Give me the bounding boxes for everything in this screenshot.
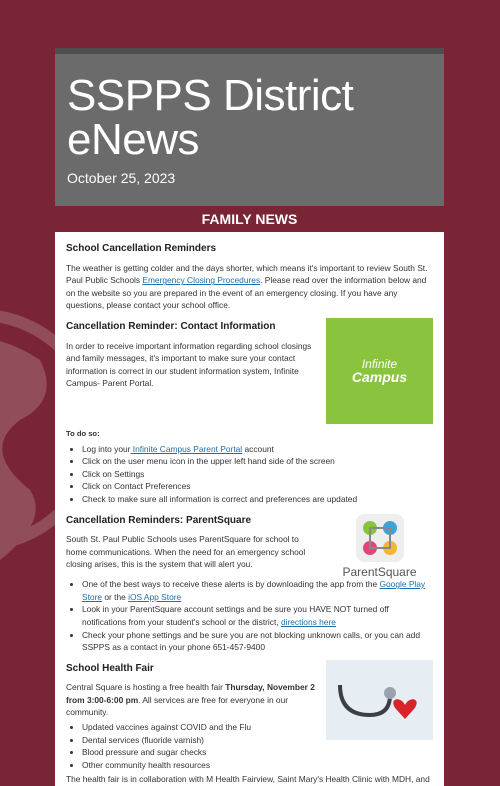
- newsletter-body: [55, 232, 444, 786]
- newsletter-title: SSPPS District eNews: [67, 71, 354, 164]
- cancellation-title: School Cancellation Reminders: [66, 243, 217, 254]
- health-date: Thursday, November 2 from 3:00-6:00 pm: [66, 682, 315, 705]
- list-item: • Click on the user menu icon in the upper left hand side of the screen: [82, 455, 433, 468]
- google-play-link[interactable]: Google Play Store: [82, 579, 426, 602]
- health-text: [66, 681, 318, 719]
- list-item: [82, 443, 433, 456]
- step1-before: Log into your: [82, 443, 131, 454]
- list-item: • Check your phone settings and be sure you are not blocking unknown calls, or you can add SSPPS as a contact in your phone 651-457-9400: [82, 629, 433, 654]
- parentsquare-text: South St. Paul Public Schools uses ParentSquare for school to home communications. When the need for an emergency school closing arises, this is the system that will alert you.: [66, 534, 306, 570]
- b1-mid: or the: [102, 591, 129, 602]
- contact-info-text: In order to receive important information regarding school closings and family messages, it's important to make sure your contact information is correct in our student information system, Infinite Campus- Parent Portal.: [66, 340, 312, 389]
- parentsquare-list: [82, 578, 433, 654]
- stethoscope-heart-image: [326, 660, 433, 740]
- section-title: FAMILY NEWS: [55, 206, 444, 232]
- list-item: • Updated vaccines against COVID and the Flu: [82, 721, 318, 734]
- contact-info-section: [66, 318, 433, 424]
- newsletter-header: [55, 54, 444, 206]
- health-section: [66, 660, 433, 772]
- parentsquare-wordmark: ParentSquare: [342, 564, 417, 579]
- health-text-1: Central Square is hosting a free health fair: [66, 682, 226, 693]
- list-item: • Dental services (fluoride varnish): [82, 734, 318, 747]
- list-item: • Click on Settings: [82, 468, 433, 481]
- list-item: • Click on Contact Preferences: [82, 480, 433, 493]
- todo-label: To do so:: [66, 428, 100, 438]
- cancellation-text-1: The weather is getting colder and the days shorter, which means it's important to review South St. Paul Public Schools: [66, 262, 428, 286]
- b1-before: One of the best ways to receive these alerts is by downloading the app from the: [82, 579, 380, 590]
- parentsquare-logo: [326, 512, 433, 579]
- list-item: • Check to make sure all information is correct and preferences are updated: [82, 493, 433, 506]
- newsletter-card: [55, 48, 444, 785]
- health-list: [82, 721, 318, 771]
- infinite-campus-logo: [326, 318, 433, 424]
- logo-infinite: Infinite: [361, 356, 398, 371]
- directions-link[interactable]: directions here: [280, 616, 336, 627]
- list-item: • Other community health resources: [82, 759, 318, 772]
- newsletter-date: October 25, 2023: [67, 170, 176, 186]
- contact-steps-list: [82, 443, 433, 506]
- parentsquare-section: [66, 512, 433, 579]
- list-item: [82, 603, 433, 628]
- health-footer: The health fair is in collaboration with M Health Fairview, Saint Mary's Health Clinic with MDH, and: [66, 774, 430, 785]
- step1-after: account: [242, 443, 274, 454]
- health-text-2: . All services are free for everyone in our community.: [66, 694, 289, 718]
- list-item: • Blood pressure and sugar checks: [82, 746, 318, 759]
- cancellation-text: [66, 262, 433, 312]
- cancellation-text-2: . Please read over the information below and on the website so you are prepared in the event of an emergency closing. If you have any questions, please contact your school office.: [66, 275, 427, 311]
- emergency-closing-link[interactable]: Emergency Closing Procedures: [142, 275, 261, 286]
- contact-info-title: Cancellation Reminder: Contact Information: [66, 320, 276, 332]
- logo-campus: Campus: [351, 368, 408, 385]
- list-item: [82, 578, 433, 603]
- b2-before: Look in your ParentSquare account settings and be sure you HAVE NOT turned off notifications from your student's school or the district,: [82, 604, 389, 627]
- ios-app-store-link[interactable]: iOS App Store: [128, 591, 182, 602]
- parentsquare-title: Cancellation Reminders: ParentSquare: [66, 514, 252, 526]
- parentsquare-icon: [354, 512, 406, 564]
- health-title: School Health Fair: [66, 662, 154, 674]
- infinite-campus-portal-link[interactable]: Infinite Campus Parent Portal: [130, 443, 243, 454]
- stethoscope-icon: [330, 665, 430, 735]
